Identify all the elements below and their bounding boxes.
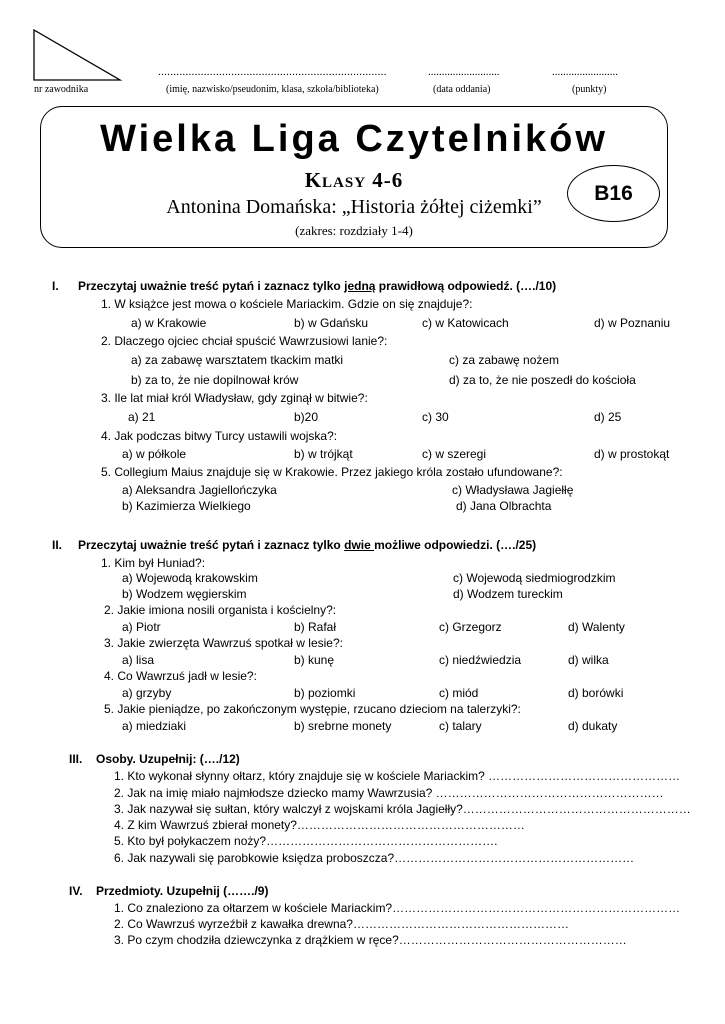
answer-option[interactable]: d) za to, że nie poszedł do kościoła	[449, 373, 636, 387]
answer-option[interactable]: c) Grzegorz	[439, 620, 502, 634]
answer-option[interactable]: b) w Gdańsku	[294, 316, 369, 330]
code-badge: B16	[567, 165, 660, 222]
answer-option[interactable]: a) Wojewodą krakowskim	[122, 571, 258, 585]
answer-option[interactable]: a) lisa	[122, 653, 155, 667]
name-dots[interactable]: ...........................................................................	[158, 66, 387, 78]
answer-option[interactable]: d) wilka	[568, 653, 609, 667]
points-label: (punkty)	[572, 84, 607, 95]
answer-option[interactable]: b) kunę	[294, 653, 335, 667]
number-label: nr zawodnika	[34, 84, 89, 95]
answer-option[interactable]: b)20	[294, 410, 319, 424]
triangle-box	[28, 26, 124, 84]
fill-in-item[interactable]: 3. Po czym chodziła dziewczynka z drążkiem w ręce?…………………………………………………	[114, 933, 627, 947]
answer-option[interactable]: d) w prostokąt	[594, 447, 670, 461]
fill-in-item[interactable]: 4. Z kim Wawrzuś zbierał monety?…………………………………………………	[114, 818, 525, 832]
fill-in-item[interactable]: 1. Kto wykonał słynny ołtarz, który znajduje się w kościele Mariackim? …………………………………………	[114, 769, 681, 783]
answer-option[interactable]: b) Kazimierza Wielkiego	[122, 499, 251, 513]
answer-option[interactable]: c) za zabawę nożem	[449, 353, 560, 367]
question: 3. Ile lat miał król Władysław, gdy zginął w bitwie?:	[101, 391, 368, 405]
answer-option[interactable]: d) w Poznaniu	[594, 316, 671, 330]
section1-number: I.	[52, 279, 59, 293]
section3-title: Osoby. Uzupełnij: (…./12)	[96, 752, 240, 766]
answer-option[interactable]: d) Walenty	[568, 620, 625, 634]
answer-option[interactable]: c) niedźwiedzia	[439, 653, 522, 667]
question: 5. Jakie pieniądze, po zakończonym występie, rzucano dzieciom na talerzyki?:	[104, 702, 521, 716]
name-label: (imię, nazwisko/pseudonim, klasa, szkoła/biblioteka)	[166, 84, 379, 95]
answer-option[interactable]: a) w półkole	[122, 447, 187, 461]
answer-option[interactable]: d) borówki	[568, 686, 624, 700]
date-dots[interactable]: ..........................	[428, 66, 500, 78]
answer-option[interactable]: d) Jana Olbrachta	[456, 499, 552, 513]
question: 2. Dlaczego ojciec chciał spuścić Wawrzusiowi lanie?:	[101, 334, 388, 348]
section3-number: III.	[69, 752, 83, 766]
section4-number: IV.	[69, 884, 83, 898]
answer-option[interactable]: b) Wodzem węgierskim	[122, 587, 247, 601]
classes-label: Klasy 4-6	[304, 168, 404, 192]
answer-option[interactable]: a) grzyby	[122, 686, 172, 700]
page-title: Wielka Liga Czytelników	[100, 118, 608, 160]
section4-title: Przedmioty. Uzupełnij (……./9)	[96, 884, 269, 898]
answer-option[interactable]: b) srebrne monety	[294, 719, 392, 733]
answer-option[interactable]: c) talary	[439, 719, 482, 733]
section1-instruction: Przeczytaj uważnie treść pytań i zaznacz tylko jedną prawidłową odpowiedź. (…./10)	[78, 279, 557, 293]
answer-option[interactable]: b) za to, że nie dopilnował krów	[131, 373, 299, 387]
section2-instruction: Przeczytaj uważnie treść pytań i zaznacz tylko dwie możliwe odpowiedzi. (…./25)	[78, 538, 537, 552]
points-dots[interactable]: ........................	[552, 66, 618, 78]
fill-in-item[interactable]: 2. Co Wawrzuś wyrzeźbił z kawałka drewna?………………………………………………	[114, 917, 569, 931]
answer-option[interactable]: d) 25	[594, 410, 622, 424]
answer-option[interactable]: b) poziomki	[294, 686, 356, 700]
fill-in-item[interactable]: 1. Co znaleziono za ołtarzem w kościele Mariackim?………………………………………………………………	[114, 901, 681, 915]
fill-in-item[interactable]: 5. Kto był połykaczem noży?………………………………………………….	[114, 834, 498, 848]
date-label: (data oddania)	[433, 84, 491, 95]
answer-option[interactable]: d) dukaty	[568, 719, 618, 733]
question: 4. Co Wawrzuś jadł w lesie?:	[104, 669, 257, 683]
answer-option[interactable]: a) Piotr	[122, 620, 161, 634]
fill-in-item[interactable]: 2. Jak na imię miało najmłodsze dziecko mamy Wawrzusia? …………………………………………………	[114, 786, 664, 800]
scope-label: (zakres: rozdziały 1-4)	[295, 223, 413, 238]
answer-option[interactable]: a) Aleksandra Jagiellończyka	[122, 483, 277, 497]
answer-option[interactable]: c) w Katowicach	[422, 316, 509, 330]
answer-option[interactable]: d) Wodzem tureckim	[453, 587, 563, 601]
question: 4. Jak podczas bitwy Turcy ustawili wojska?:	[101, 429, 338, 443]
section2-number: II.	[52, 538, 63, 552]
fill-in-item[interactable]: 6. Jak nazywali się parobkowie księdza proboszcza?……………………………………………………	[114, 851, 635, 865]
answer-option[interactable]: c) w szeregi	[422, 447, 487, 461]
answer-option[interactable]: a) 21	[128, 410, 156, 424]
answer-option[interactable]: c) 30	[422, 410, 449, 424]
question: 3. Jakie zwierzęta Wawrzuś spotkał w lesie?:	[104, 636, 343, 650]
answer-option[interactable]: a) miedziaki	[122, 719, 187, 733]
answer-option[interactable]: a) w Krakowie	[131, 316, 207, 330]
answer-option[interactable]: a) za zabawę warsztatem tkackim matki	[131, 353, 344, 367]
question: 1. W książce jest mowa o kościele Mariackim. Gdzie on się znajduje?:	[101, 297, 473, 311]
question: 5. Collegium Maius znajduje się w Krakowie. Przez jakiego króla zostało ufundowane?:	[101, 465, 563, 479]
answer-option[interactable]: c) Wojewodą siedmiogrodzkim	[453, 571, 616, 585]
answer-option[interactable]: b) w trójkąt	[294, 447, 353, 461]
question: 2. Jakie imiona nosili organista i kościelny?:	[104, 603, 337, 617]
book-title: Antonina Domańska: „Historia żółtej ciżemki”	[166, 196, 542, 218]
answer-option[interactable]: c) Władysława Jagiełłę	[452, 483, 574, 497]
fill-in-item[interactable]: 3. Jak nazywał się sułtan, który walczył z wojskami króla Jagiełły?…………………………………………………	[114, 802, 691, 816]
question: 1. Kim był Huniad?:	[101, 556, 206, 570]
answer-option[interactable]: b) Rafał	[294, 620, 337, 634]
answer-option[interactable]: c) miód	[439, 686, 479, 700]
